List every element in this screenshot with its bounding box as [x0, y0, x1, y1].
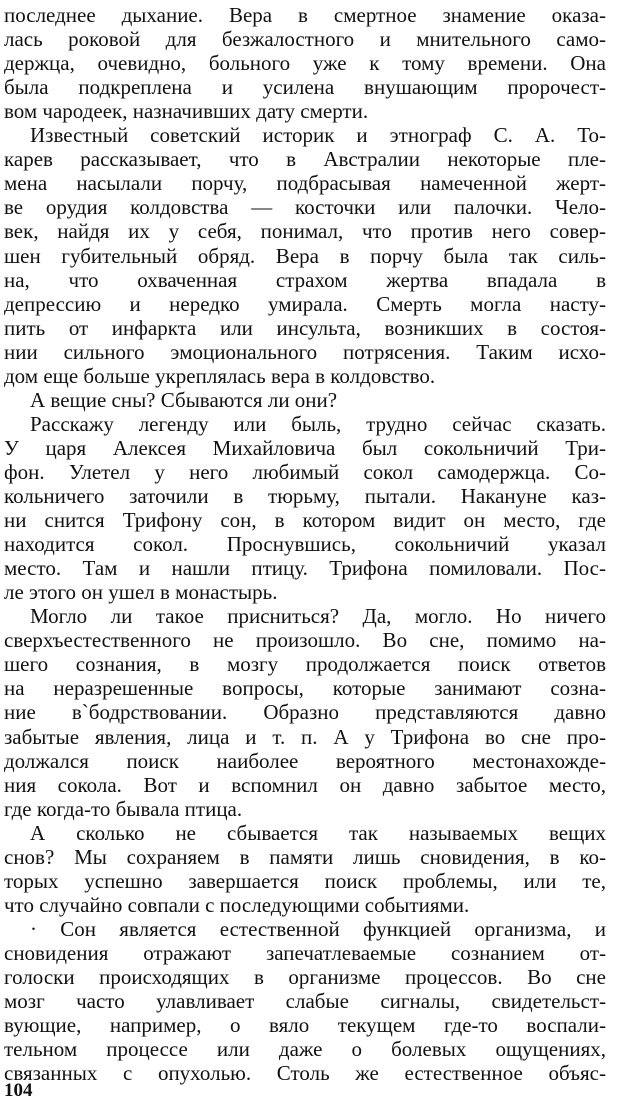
text-line: держца, очевидно, больного уже к тому времени. Она	[4, 51, 606, 76]
text-line: шего сознания, в мозгу продолжается поиск ответов	[4, 652, 606, 677]
text-line: А вещие сны? Сбываются ли они?	[30, 387, 338, 412]
text-line: последнее дыхание. Вера в смертное знамение оказа-	[4, 3, 606, 27]
text-line: мозг часто улавливает слабые сигналы, свидетельст-	[4, 989, 606, 1014]
text-line: ве орудия колдовства — косточки или палочки. Чело-	[4, 195, 606, 220]
text-line: шен губительный обряд. Вера в порчу была так силь-	[4, 243, 606, 268]
text-line: забытые явления, лица и т. п. А у Трифона во сне про-	[4, 724, 606, 749]
text-line: мена насылали порчу, подбрасывая намеченной жерт-	[4, 171, 606, 196]
text-line: дом еще больше укреплялась вера в колдовство.	[4, 363, 436, 388]
text-line: Известный советский историк и этнограф С. А. То-	[30, 123, 606, 148]
text-line: фон. Улетел у него любимый сокол самодержца. Со-	[4, 459, 606, 484]
text-line: должался поиск наиболее вероятного местонахожде-	[4, 748, 606, 773]
text-line: торых успешно завершается поиск проблемы, или те,	[4, 868, 606, 893]
text-line: связанных с опухолью. Столь же естественное объяс-	[4, 1061, 606, 1086]
text-line: сновидения отражают запечатлеваемые сознанием от-	[4, 940, 606, 965]
text-line: вующие, например, о вяло текущем где-то воспали-	[4, 1013, 606, 1038]
text-line: А сколько не сбывается так называемых вещих	[30, 820, 606, 845]
text-line: голоски происходящих в организме процессов. Во сне	[4, 965, 606, 989]
page-number: 104	[4, 1080, 33, 1101]
text-line: пить от инфаркта или инсульта, возникших в состоя-	[4, 315, 606, 340]
text-line: вом чародеек, назначивших дату смерти.	[4, 99, 369, 124]
text-line: Могло ли такое присниться? Да, могло. Но ничего	[30, 604, 606, 629]
book-page	[4, 0, 606, 1111]
text-line: где когда-то бывала птица.	[4, 796, 243, 821]
text-line: тельном процессе или даже о болевых ощущениях,	[4, 1037, 606, 1062]
text-line: сверхъестественного не произошло. Во сне, помимо на-	[4, 628, 606, 653]
text-line: · Сон является естественной функцией организма, и	[30, 916, 606, 941]
text-line: снов? Мы сохраняем в памяти лишь сновидения, в ко-	[4, 844, 606, 869]
text-line: Расскажу легенду или быль, трудно сейчас сказать.	[30, 411, 606, 436]
text-line: ни снится Трифону сон, в котором видит он место, где	[4, 508, 606, 533]
text-line: находится сокол. Проснувшись, сокольничий указал	[4, 532, 606, 557]
text-line: ние в`бодрствовании. Образно представляются давно	[4, 700, 606, 725]
text-line: нии сильного эмоционального потрясения. Таким исхо-	[4, 339, 606, 364]
text-line: на неразрешенные вопросы, которые занимают созна-	[4, 676, 606, 701]
text-line: место. Там и нашли птицу. Трифона помиловали. Пос-	[4, 556, 606, 581]
text-line: была подкреплена и усилена внушающим пророчест-	[4, 75, 606, 100]
text-line: век, найдя их у себя, понимал, что против него совер-	[4, 219, 606, 244]
text-line: что случайно совпали с последующими событиями.	[4, 892, 470, 917]
text-line: депрессию и нередко умирала. Смерть могла насту-	[4, 291, 606, 316]
text-line: на, что охваченная страхом жертва впадала в	[4, 267, 606, 292]
text-line: ния сокола. Вот и вспомнил он давно забытое место,	[4, 772, 606, 797]
text-line: ле этого он ушел в монастырь.	[4, 580, 278, 605]
text-line: карев рассказывает, что в Австралии некоторые пле-	[4, 147, 606, 172]
text-line: У царя Алексея Михайловича был сокольничий Три-	[4, 435, 606, 460]
text-line: кольничего заточили в тюрьму, пытали. Накануне каз-	[4, 484, 606, 508]
text-line: лась роковой для безжалостного и мнительного само-	[4, 27, 606, 52]
